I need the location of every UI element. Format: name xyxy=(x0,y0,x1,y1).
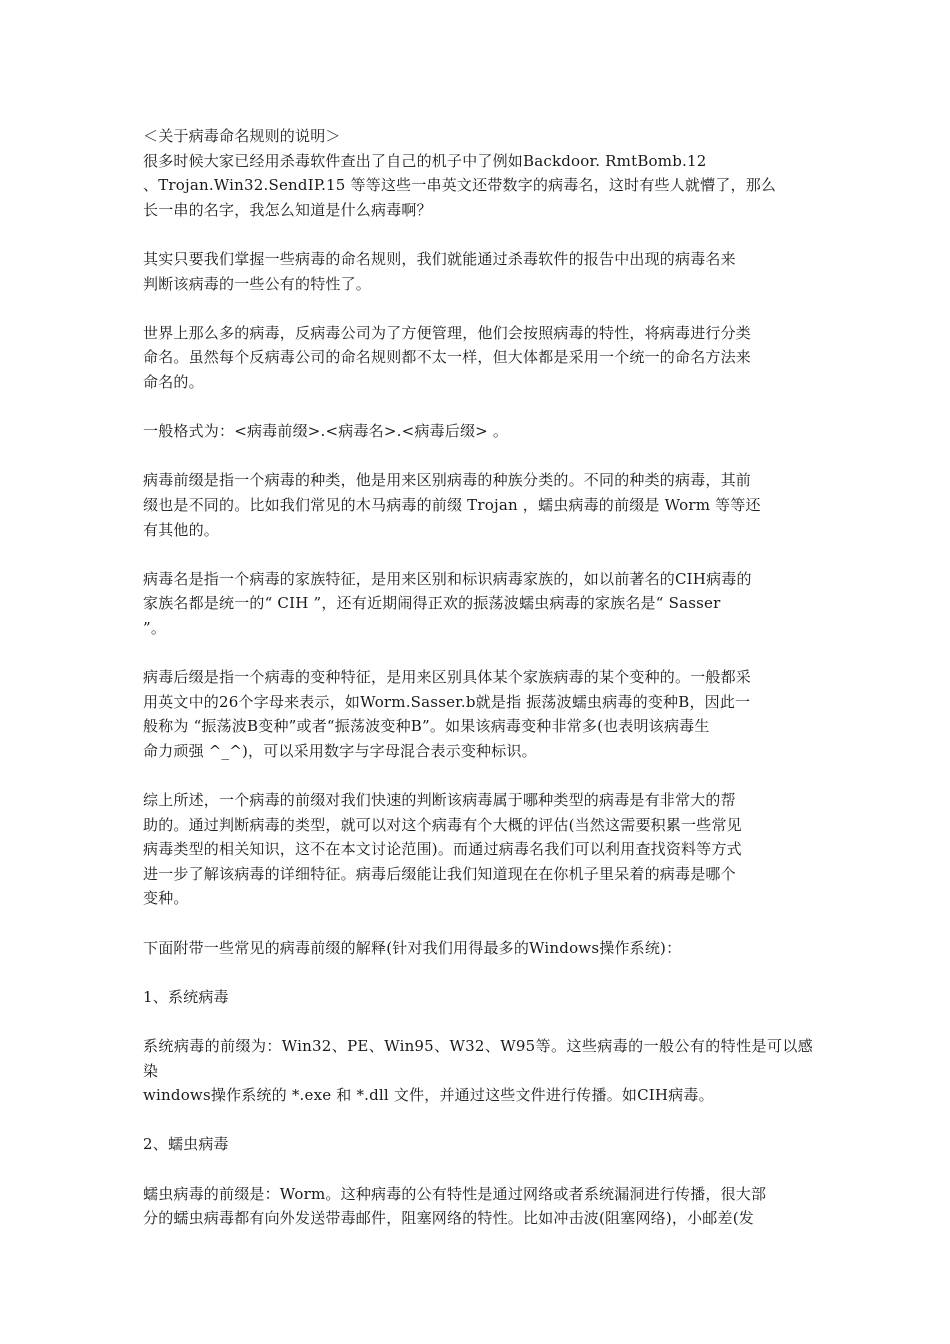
text-line: 其实只要我们掌握一些病毒的命名规则，我们就能通过杀毒软件的报告中出现的病毒名来 xyxy=(143,249,736,268)
text-line: 世界上那么多的病毒，反病毒公司为了方便管理，他们会按照病毒的特性，将病毒进行分类 xyxy=(143,323,752,342)
section-heading-worm-virus xyxy=(143,1132,813,1157)
text-line: windows操作系统的 *.exe 和 *.dll 文件，并通过这些文件进行传播。如CIH病毒。 xyxy=(143,1086,714,1105)
text-line: 、Trojan.Win32.SendIP.15 等等这些一串英文还带数字的病毒名，这时有些人就懵了，那么 xyxy=(143,176,777,195)
text-line: 病毒名是指一个病毒的家族特征，是用来区别和标识病毒家族的，如以前著名的CIH病毒的 xyxy=(143,569,752,588)
text-line: 进一步了解该病毒的详细特征。病毒后缀能让我们知道现在在你机子里呆着的病毒是哪个 xyxy=(143,864,736,883)
text-line: 一般格式为：<病毒前缀>.<病毒名>.<病毒后缀> 。 xyxy=(143,422,509,441)
text-line: 用英文中的26个字母来表示，如Worm.Sasser.b就是指 振荡波蠕虫病毒的变种B，因此一 xyxy=(143,692,751,711)
text-line: 有其他的。 xyxy=(143,520,220,539)
paragraph-summary xyxy=(143,788,813,911)
text-line: 病毒类型的相关知识，这不在本文讨论范围)。而通过病毒名我们可以利用查找资料等方式 xyxy=(143,840,742,859)
paragraph-name xyxy=(143,567,813,641)
text-line: 判断该病毒的一些公有的特性了。 xyxy=(143,274,372,293)
paragraph-worm-virus xyxy=(143,1182,813,1231)
section-heading-system-virus xyxy=(143,985,813,1010)
text-line: ”。 xyxy=(143,618,167,637)
text-line: 病毒后缀是指一个病毒的变种特征，是用来区别具体某个家族病毒的某个变种的。一般都采 xyxy=(143,668,752,687)
text-line: 很多时候大家已经用杀毒软件查出了自己的机子中了例如Backdoor. RmtBomb.12 xyxy=(143,151,707,170)
text-line: 命名。虽然每个反病毒公司的命名规则都不太一样，但大体都是采用一个统一的命名方法来 xyxy=(143,348,752,367)
paragraph-appendix-intro xyxy=(143,936,813,961)
text-line: 病毒前缀是指一个病毒的种类，他是用来区别病毒的种族分类的。不同的种类的病毒，其前 xyxy=(143,471,752,490)
heading-line: 1、系统病毒 xyxy=(143,987,229,1006)
text-line: 助的。通过判断病毒的类型，就可以对这个病毒有个大概的评估(当然这需要积累一些常见 xyxy=(143,815,742,834)
text-line: 般称为 “振荡波B变种”或者“振荡波变种B”。如果该病毒变种非常多(也表明该病毒生 xyxy=(143,717,710,736)
paragraph-naming-rules xyxy=(143,247,813,296)
text-line: 命力顽强 ^_^)，可以采用数字与字母混合表示变种标识。 xyxy=(143,741,537,760)
text-line: 长一串的名字，我怎么知道是什么病毒啊？ xyxy=(143,200,432,219)
text-line: 家族名都是统一的“ CIH ”，还有近期闹得正欢的振荡波蠕虫病毒的家族名是“ Sasser xyxy=(143,594,721,613)
text-line: 综上所述，一个病毒的前缀对我们快速的判断该病毒属于哪种类型的病毒是有非常大的帮 xyxy=(143,791,736,810)
paragraph-intro xyxy=(143,149,813,223)
text-line: 蠕虫病毒的前缀是：Worm。这种病毒的公有特性是通过网络或者系统漏洞进行传播，很大部 xyxy=(143,1184,767,1203)
text-line: 下面附带一些常见的病毒前缀的解释(针对我们用得最多的Windows操作系统)： xyxy=(143,938,682,957)
text-line: 系统病毒的前缀为：Win32、PE、Win95、W32、W95等。这些病毒的一般公有的特性是可以感染 xyxy=(143,1036,813,1080)
paragraph-format xyxy=(143,419,813,444)
paragraph-system-virus xyxy=(143,1034,813,1108)
paragraph-classification xyxy=(143,321,813,395)
paragraph-suffix xyxy=(143,665,813,763)
text-line: 缀也是不同的。比如我们常见的木马病毒的前缀 Trojan ，蠕虫病毒的前缀是 Worm 等等还 xyxy=(143,495,761,514)
text-line: 变种。 xyxy=(143,889,189,908)
heading-line: 2、蠕虫病毒 xyxy=(143,1135,229,1154)
title-line: ＜关于病毒命名规则的说明＞ xyxy=(143,127,341,145)
document-title xyxy=(143,124,813,149)
text-line: 命名的。 xyxy=(143,372,204,391)
document-body xyxy=(143,124,813,1231)
text-line: 分的蠕虫病毒都有向外发送带毒邮件，阻塞网络的特性。比如冲击波(阻塞网络)，小邮差(发 xyxy=(143,1209,754,1228)
paragraph-prefix xyxy=(143,468,813,542)
